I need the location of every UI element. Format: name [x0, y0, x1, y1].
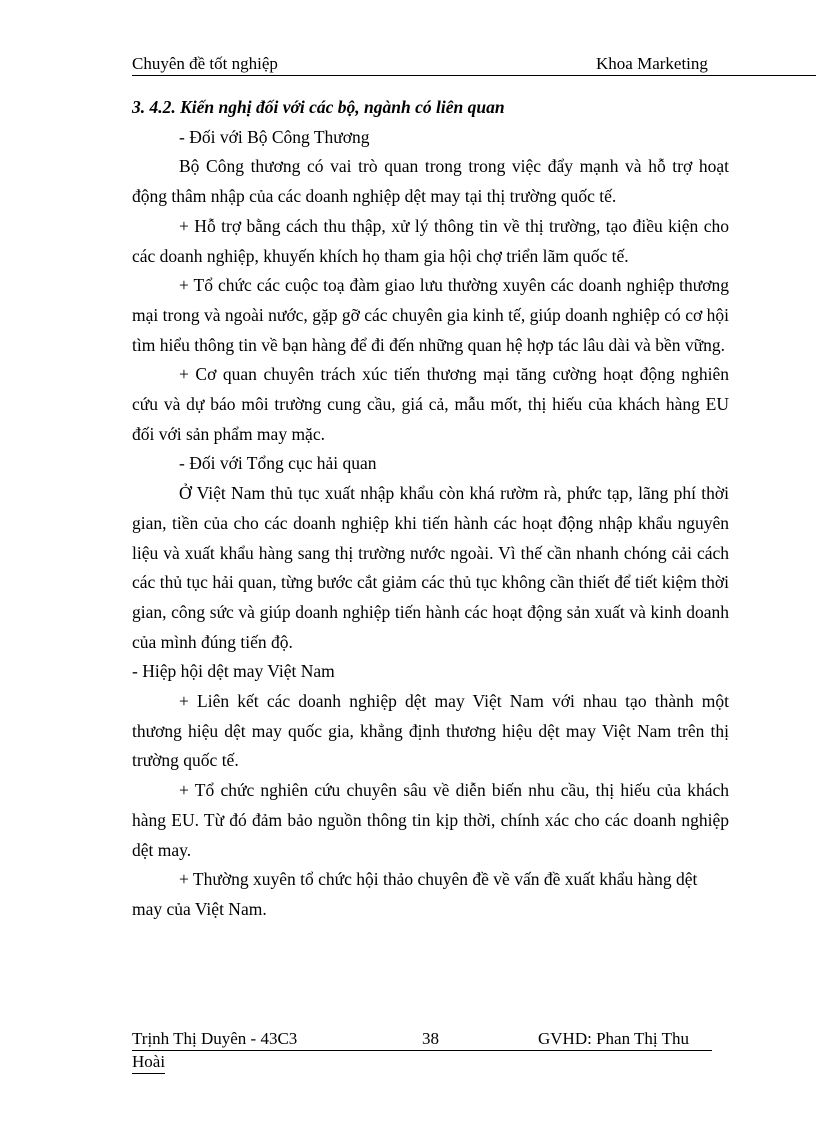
page-body: [132, 93, 729, 925]
paragraph: + Cơ quan chuyên trách xúc tiến thương mại tăng cường hoạt động nghiên cứu và dự báo môi trường cung cầu, giá cả, mẫu mốt, thị hiếu của khách hàng EU đối với sản phẩm may mặc.: [132, 364, 729, 444]
footer-supervisor: GVHD: Phan Thị Thu: [538, 1029, 689, 1048]
paragraph: + Liên kết các doanh nghiệp dệt may Việt Nam với nhau tạo thành một thương hiệu dệt may quốc gia, khẳng định thương hiệu dệt may Việt Nam trên thị trường quốc tế.: [132, 691, 729, 771]
subheading-association: - Hiệp hội dệt may Việt Nam: [132, 661, 335, 682]
page-number: 38: [422, 1029, 439, 1048]
paragraph: Bộ Công thương có vai trò quan trong trong việc đẩy mạnh và hỗ trợ hoạt động thâm nhập của các doanh nghiệp dệt may tại thị trường quốc tế.: [132, 156, 729, 207]
paragraph: + Hỗ trợ bằng cách thu thập, xử lý thông tin về thị trường, tạo điều kiện cho các doanh nghiệp, khuyến khích họ tham gia hội chợ triển lãm quốc tế.: [132, 215, 729, 266]
footer-author: Trịnh Thị Duyên - 43C3: [132, 1029, 298, 1048]
subheading-customs: - Đối với Tổng cục hải quan: [179, 453, 377, 474]
section-heading: 3. 4.2. Kiến nghị đối với các bộ, ngành có liên quan: [132, 97, 505, 117]
header-department: Khoa Marketing: [596, 54, 708, 73]
paragraph: Ở Việt Nam thủ tục xuất nhập khẩu còn khá rườm rà, phức tạp, lãng phí thời gian, tiền của cho các doanh nghiệp khi tiến hành các hoạt động nhập khẩu nguyên liệu và xuất khẩu hàng sang thị trường nước ngoài. Vì thế cần nhanh chóng cải cách các thủ tục hải quan, từng bước cắt giảm các thủ tục không cần thiết để tiết kiệm thời gian, công sức và giúp doanh nghiệp tiến hành các hoạt động sản xuất và kinh doanh của mình đúng tiến độ.: [132, 483, 729, 652]
page-footer: [132, 1028, 712, 1074]
paragraph: + Thường xuyên tổ chức hội thảo chuyên đề về vấn đề xuất khẩu hàng dệt may của Việt Nam.: [132, 869, 698, 919]
footer-supervisor-continued: Hoài: [132, 1051, 165, 1074]
paragraph: + Tổ chức nghiên cứu chuyên sâu về diễn biến nhu cầu, thị hiếu của khách hàng EU. Từ đó đảm bảo nguồn thông tin kịp thời, chính xác cho các doanh nghiệp dệt may.: [132, 780, 729, 860]
paragraph: + Tổ chức các cuộc toạ đàm giao lưu thường xuyên các doanh nghiệp thương mại trong và ngoài nước, gặp gỡ các chuyên gia kinh tế, giúp doanh nghiệp có cơ hội tìm hiểu thông tin về bạn hàng để đi đến những quan hệ hợp tác lâu dài và bền vững.: [132, 275, 729, 355]
subheading-ministry: - Đối với Bộ Công Thương: [179, 126, 370, 147]
header-title: Chuyên đề tốt nghiệp: [132, 54, 278, 73]
page-header: [132, 53, 816, 76]
